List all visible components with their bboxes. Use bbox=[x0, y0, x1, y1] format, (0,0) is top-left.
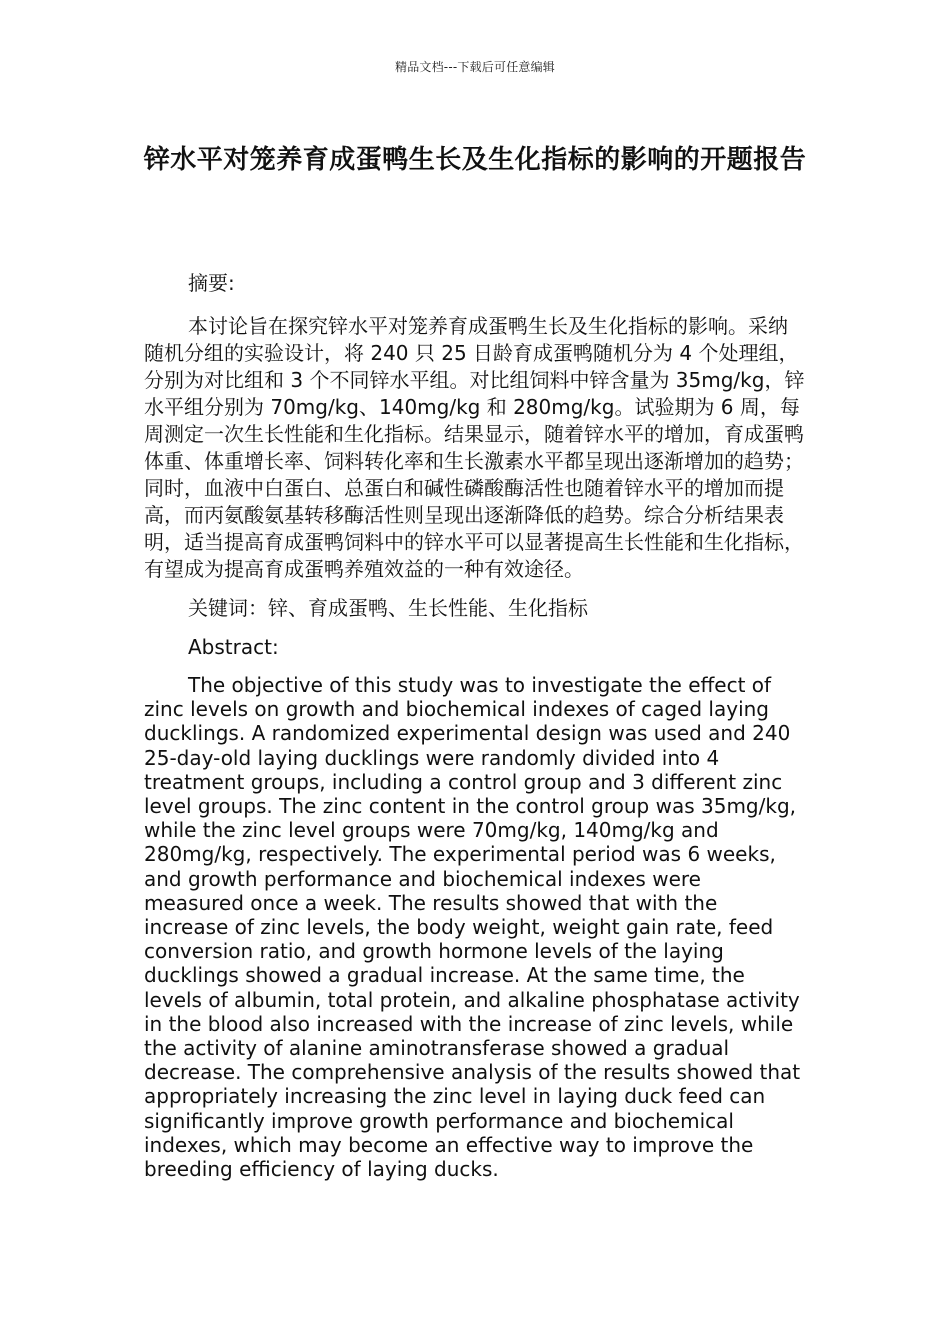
keywords-line: 关键词：锌、育成蛋鸭、生长性能、生化指标 bbox=[188, 596, 588, 620]
abstract-cn-label: 摘要: bbox=[188, 271, 235, 295]
header-note: 精品文档---下载后可任意编辑 bbox=[395, 60, 555, 74]
abstract-en-text: The objective of this study was to investigate the effect of zinc levels on growth and biochemical indexes of caged laying ducklings. A randomized experimental design was used and 240 25-day-old laying ducklings were randomly divided into 4 treatment groups, including a control group and 3 different zinc level groups. The zinc content in the control group was 35mg/kg, while the zinc level groups were 70mg/kg, 140mg/kg and 280mg/kg, respectively. The experimental period was 6 weeks, and growth performance and biochemical indexes were measured once a week. The results showed that with the increase of zinc levels, the body weight, weight gain rate, feed conversion ratio, and growth hormone levels of the laying ducklings showed a gradual increase. At the same time, the levels of albumin, total protein, and alkaline phosphatase activity in the blood also increased with the increase of zinc levels, while the activity of alanine aminotransferase showed a gradual decrease. The comprehensive analysis of the results showed that appropriately increasing the zinc level in laying duck feed can significantly improve growth performance and biochemical indexes, which may become an effective way to improve the breeding efficiency of laying ducks. bbox=[144, 673, 801, 1182]
abstract-cn-text: 本讨论旨在探究锌水平对笼养育成蛋鸭生长及生化指标的影响。采纳随机分组的实验设计，将 240 只 25 日龄育成蛋鸭随机分为 4 个处理组，分别为对比组和 3 个不同锌水平组。对比组饲料中锌含量为 35mg/kg，锌水平组分别为 70mg/kg、140mg/kg 和 280mg/kg。试验期为 6 周，每周测定一次生长性能和生化指标。结果显示，随着锌水平的增加，育成蛋鸭体重、体重增长率、饲料转化率和生长激素水平都呈现出逐渐增加的趋势；同时，血液中白蛋白、总蛋白和碱性磷酸酶活性也随着锌水平的增加而提高，而丙氨酸氨基转移酶活性则呈现出逐渐降低的趋势。综合分析结果表明，适当提高育成蛋鸭饲料中的锌水平可以显著提高生长性能和生化指标，有望成为提高育成蛋鸭养殖效益的一种有效途径。 bbox=[144, 314, 805, 581]
abstract-en-label: Abstract: bbox=[188, 635, 279, 659]
document-body bbox=[144, 270, 806, 1181]
document-title: 锌水平对笼养育成蛋鸭生长及生化指标的影响的开题报告 bbox=[143, 145, 807, 175]
